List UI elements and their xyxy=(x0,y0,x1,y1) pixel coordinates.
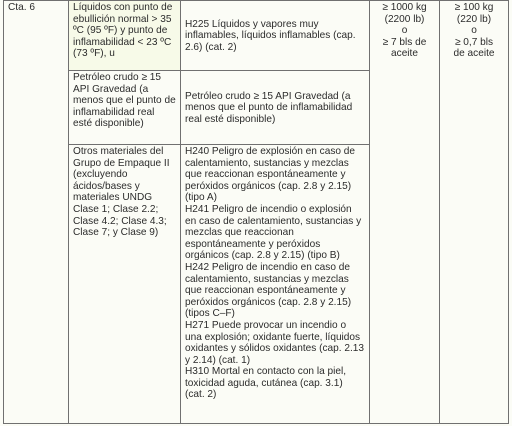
threshold-2-line: o xyxy=(471,25,477,37)
threshold-1-line: ≥ 7 bls de xyxy=(382,36,427,48)
material-cell xyxy=(69,1,181,71)
hazard-statement: H225 Líquidos y vapores muy inflamables, líquidos inflamables (cap. 2.6) (cat. 2) xyxy=(185,18,356,53)
threshold-2-line: ≥ 0,7 bls xyxy=(454,36,494,48)
class-cell xyxy=(4,1,69,424)
class-label: Cta. 6 xyxy=(8,2,35,13)
threshold-2-line: (220 lb) xyxy=(456,13,492,25)
hazard-statement: H310 Mortal en contacto con la piel, toxicidad aguda, cutánea (cap. 3.1) (cat. 2) xyxy=(185,366,347,401)
threshold-cell-1 xyxy=(370,1,440,424)
hazard-cell xyxy=(181,1,370,71)
hazard-cell xyxy=(181,71,370,145)
threshold-1-line: (2200 lb) xyxy=(384,13,425,25)
hazard-statement: Petróleo crudo ≥ 15 API Gravedad (a menos que el punto de inflamabilidad real esté disponible) xyxy=(185,90,353,125)
hazard-cell xyxy=(181,145,370,424)
threshold-1-line: o xyxy=(401,25,408,37)
hazard-statement: H242 Peligro de incendio en caso de calentamiento, sustancias y mezclas que reaccionan espontáneamente y peróxidos orgánicos (cap. 2.8 y 2.15) (tipos C–F) xyxy=(185,261,352,320)
material-cell xyxy=(69,71,181,145)
hazard-statement: H241 Peligro de incendio o explosión en caso de calentamiento, sustancias y mezclas que reaccionan espontáneamente y peróxidos orgánicos (cap. 2.8 y 2.15) (tipo B) xyxy=(185,203,362,262)
threshold-1-line: aceite xyxy=(391,48,418,60)
hazard-statement: H271 Puede provocar un incendio o una explosión; oxidante fuerte, líquidos oxidantes y sólidos oxidantes (cap. 2.13 y 2.14) (cat. 1) xyxy=(185,319,364,366)
material-text: Líquidos con punto de ebullición normal > 35 ºC (95 ºF) y punto de inflamabilidad < 23 ºC (73 ºF), u xyxy=(73,2,173,60)
threshold-2-line: ≥ 100 kg xyxy=(454,2,494,13)
material-cell xyxy=(69,145,181,424)
threshold-1-line: ≥ 1000 kg xyxy=(382,2,427,13)
hazard-threshold-table xyxy=(3,0,509,424)
threshold-2-line: de aceite xyxy=(453,48,495,60)
table-row xyxy=(4,1,509,71)
material-text: Petróleo crudo ≥ 15 API Gravedad (a menos que el punto de inflamabilidad real esté disponible) xyxy=(73,72,176,130)
threshold-cell-2 xyxy=(440,1,509,424)
material-text: Otros materiales del Grupo de Empaque II (excluyendo ácidos/bases y materiales UNDG Clase 1; Clase 2.2; Clase 4.2; Clase 4.3; Clase 7; y Clase 9) xyxy=(73,146,170,239)
hazard-statement: H240 Peligro de explosión en caso de calentamiento, sustancias y mezclas que reaccionan espontáneamente y peróxidos orgánicos (cap. 2.8 y 2.15) (tipo A) xyxy=(185,146,356,204)
